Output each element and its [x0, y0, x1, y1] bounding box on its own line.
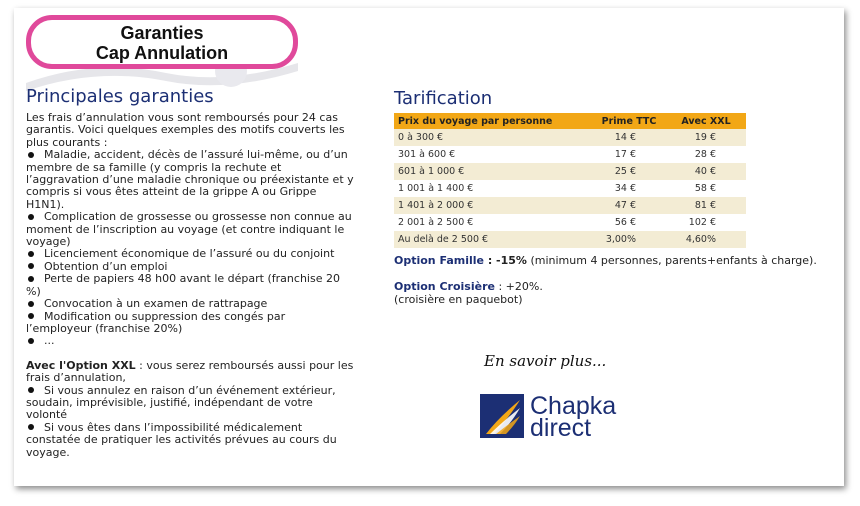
cell-prime: 47 €	[592, 197, 666, 214]
cell-prix: Au delà de 2 500 €	[394, 231, 592, 248]
principales-heading: Principales garanties	[26, 86, 214, 107]
bullet-icon	[28, 263, 34, 269]
garanties-list	[26, 149, 354, 348]
brand-line-2: direct	[530, 414, 592, 442]
cell-prix: 601 à 1 000 €	[394, 163, 592, 180]
croisiere-label: Option Croisière	[394, 280, 495, 293]
cell-prix: 2 001 à 2 500 €	[394, 214, 592, 231]
cell-prix: 1 401 à 2 000 €	[394, 197, 592, 214]
cell-xxl: 58 €	[666, 180, 746, 197]
bullet-icon	[28, 424, 34, 430]
cell-prime: 3,00%	[592, 231, 666, 248]
list-item	[26, 149, 354, 211]
croisiere-note: (croisière en paquebot)	[394, 292, 523, 306]
bullet-icon	[28, 214, 34, 220]
list-item-text: Si vous êtes dans l’impossibilité médicalement constatée de pratiquer les activités prévues au cours du voyage.	[26, 420, 337, 459]
list-item	[26, 311, 354, 336]
option-famille	[394, 255, 817, 268]
list-item	[26, 273, 354, 298]
bullet-icon	[28, 251, 34, 257]
intro-text: Les frais d’annulation vous sont remboursés pour 24 cas garantis. Voici quelques exemples des motifs couverts les plus courants :	[26, 111, 345, 149]
list-item-text: Si vous annulez en raison d’un événement extérieur, soudain, imprévisible, justifié, indépendant de votre volonté	[26, 383, 336, 422]
table-row	[394, 231, 746, 248]
logo-line-1: Garanties	[120, 23, 204, 43]
cell-xxl: 4,60%	[666, 231, 746, 248]
xxl-paragraph	[26, 360, 354, 385]
cell-xxl: 40 €	[666, 163, 746, 180]
cell-prime: 56 €	[592, 214, 666, 231]
tarif-table	[394, 113, 746, 248]
list-item	[26, 335, 354, 347]
list-item-text: Convocation à un examen de rattrapage	[44, 297, 268, 311]
cell-prix: 301 à 600 €	[394, 146, 592, 163]
cell-xxl: 81 €	[666, 197, 746, 214]
list-item-text: Perte de papiers 48 h00 avant le départ (franchise 20 %)	[26, 272, 340, 298]
list-item-text: ...	[44, 334, 55, 348]
garanties-text	[26, 112, 354, 459]
famille-text: (minimum 4 personnes, parents+enfants à charge).	[526, 254, 817, 267]
xxl-label: Avec l'Option XXL	[26, 358, 136, 372]
option-croisiere	[394, 281, 543, 306]
table-row	[394, 163, 746, 180]
bullet-icon	[28, 387, 34, 393]
xxl-list	[26, 385, 354, 459]
col-xxl-header: Avec XXL	[666, 113, 746, 129]
famille-label: Option Famille	[394, 254, 484, 267]
chapka-direct-logo[interactable]	[480, 394, 660, 442]
table-row	[394, 180, 746, 197]
bullet-icon	[28, 152, 34, 158]
bullet-icon	[28, 313, 34, 319]
list-item-text: Modification ou suppression des congés par l’employeur (franchise 20%)	[26, 309, 286, 335]
croisiere-text: : +20%.	[494, 280, 543, 293]
col-prime-header: Prime TTC	[592, 113, 666, 129]
cell-xxl: 19 €	[666, 129, 746, 146]
table-row	[394, 146, 746, 163]
brand-line-1: Chapka	[530, 392, 617, 420]
list-item-text: Licenciement économique de l’assuré ou du conjoint	[44, 247, 335, 261]
list-item	[26, 385, 354, 422]
table-row	[394, 214, 746, 231]
tarification-heading: Tarification	[394, 88, 493, 109]
cell-prime: 17 €	[592, 146, 666, 163]
chapka-mark-icon	[480, 394, 524, 438]
tarif-header-row	[394, 113, 746, 129]
table-row	[394, 197, 746, 214]
cell-prime: 25 €	[592, 163, 666, 180]
list-item-text: Maladie, accident, décès de l’assuré lui-même, ou d’un membre de sa famille (y compris la rechute et l’aggravation d’une maladie chronique ou préexistante et y compris si vous êtes atteint de la grippe A ou Grippe H1N1).	[26, 148, 354, 211]
bullet-icon	[28, 276, 34, 282]
cell-prix: 1 001 à 1 400 €	[394, 180, 592, 197]
en-savoir-plus-link[interactable]: En savoir plus...	[484, 352, 607, 370]
bullet-icon	[28, 338, 34, 344]
table-row	[394, 129, 746, 146]
cell-prime: 34 €	[592, 180, 666, 197]
list-item-text: Complication de grossesse ou grossesse non connue au moment de l’inscription au voyage (et contre indiquant le voyage)	[26, 210, 352, 249]
cell-prix: 0 à 300 €	[394, 129, 592, 146]
col-prix-header: Prix du voyage par personne	[394, 113, 592, 129]
cell-prime: 14 €	[592, 129, 666, 146]
list-item-text: Obtention d’un emploi	[44, 259, 168, 273]
cell-xxl: 102 €	[666, 214, 746, 231]
logo-line-2: Cap Annulation	[95, 43, 229, 63]
list-item	[26, 422, 354, 459]
garanties-logo	[26, 15, 298, 65]
xxl-text: : vous serez remboursés aussi pour les frais d’annulation,	[26, 358, 354, 385]
cell-xxl: 28 €	[666, 146, 746, 163]
famille-pct: : -15%	[484, 254, 527, 267]
bullet-icon	[28, 301, 34, 307]
list-item	[26, 211, 354, 248]
